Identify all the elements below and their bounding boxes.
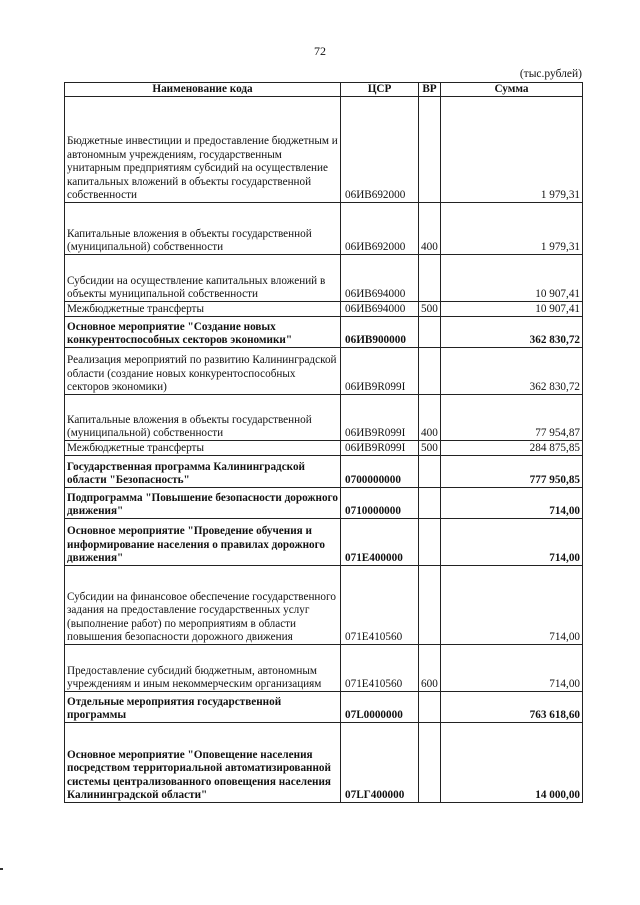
row-code: 0700000000 (341, 456, 419, 488)
row-sum: 714,00 (441, 645, 583, 692)
table-row (65, 302, 583, 317)
row-vr (419, 97, 441, 203)
row-code: 06ИВ694000 (341, 255, 419, 302)
row-code: 06ИВ694000 (341, 302, 419, 317)
row-vr (419, 488, 441, 519)
row-sum: 1 979,31 (441, 97, 583, 203)
row-name: Основное мероприятие "Проведение обучения и информирование населения о правилах дорожного движения" (65, 519, 341, 566)
page-number: 72 (314, 44, 326, 58)
row-code: 071Е410560 (341, 645, 419, 692)
row-vr (419, 456, 441, 488)
row-sum: 1 979,31 (441, 203, 583, 255)
row-name: Субсидии на финансовое обеспечение государственного задания на предоставление государственных услуг (выполнение работ) по мероприятиям в области повышения безопасности дорожного движения (65, 566, 341, 645)
table-row (65, 317, 583, 348)
row-code: 0710000000 (341, 488, 419, 519)
row-name: Предоставление субсидий бюджетным, автономным учреждениям и иным некоммерческим организациям (65, 645, 341, 692)
table-row (65, 519, 583, 566)
header-name: Наименование кода (65, 83, 341, 97)
table-row (65, 348, 583, 395)
row-code: 071Е400000 (341, 519, 419, 566)
header-code: ЦСР (341, 83, 419, 97)
row-name: Межбюджетные трансферты (65, 441, 341, 456)
header-sum: Сумма (441, 83, 583, 97)
row-vr: 400 (419, 395, 441, 441)
row-sum: 362 830,72 (441, 317, 583, 348)
row-sum: 77 954,87 (441, 395, 583, 441)
table-row (65, 645, 583, 692)
row-name: Межбюджетные трансферты (65, 302, 341, 317)
table-row (65, 203, 583, 255)
row-name: Субсидии на осуществление капитальных вложений в объекты муниципальной собственности (65, 255, 341, 302)
row-vr (419, 692, 441, 723)
row-name: Основное мероприятие "Создание новых конкурентоспособных секторов экономики" (65, 317, 341, 348)
table-row (65, 395, 583, 441)
row-vr (419, 348, 441, 395)
row-code: 07L0000000 (341, 692, 419, 723)
row-code: 06ИВ692000 (341, 97, 419, 203)
budget-table (64, 82, 583, 803)
row-code: 071Е410560 (341, 566, 419, 645)
table-row (65, 441, 583, 456)
row-name: Государственная программа Калининградской области "Безопасность" (65, 456, 341, 488)
row-name: Капитальные вложения в объекты государственной (муниципальной) собственности (65, 203, 341, 255)
row-code: 06ИВ9R099I (341, 441, 419, 456)
table-header-row (65, 83, 583, 97)
row-name: Подпрограмма "Повышение безопасности дорожного движения" (65, 488, 341, 519)
table-row (65, 692, 583, 723)
row-sum: 10 907,41 (441, 302, 583, 317)
table-row (65, 723, 583, 803)
row-vr (419, 723, 441, 803)
row-name: Отдельные мероприятия государственной программы (65, 692, 341, 723)
row-code: 06ИВ692000 (341, 203, 419, 255)
table-row (65, 488, 583, 519)
row-vr: 500 (419, 302, 441, 317)
row-sum: 714,00 (441, 488, 583, 519)
row-sum: 763 618,60 (441, 692, 583, 723)
row-name: Капитальные вложения в объекты государственной (муниципальной) собственности (65, 395, 341, 441)
margin-mark (0, 868, 3, 870)
row-vr: 400 (419, 203, 441, 255)
row-sum: 777 950,85 (441, 456, 583, 488)
header-vr: ВР (419, 83, 441, 97)
table-row (65, 566, 583, 645)
row-code: 07LГ400000 (341, 723, 419, 803)
table-row (65, 97, 583, 203)
row-vr: 500 (419, 441, 441, 456)
row-vr (419, 317, 441, 348)
row-sum: 714,00 (441, 519, 583, 566)
row-code: 06ИВ9R099I (341, 348, 419, 395)
table-row (65, 255, 583, 302)
table-row (65, 456, 583, 488)
row-sum: 10 907,41 (441, 255, 583, 302)
row-code: 06ИВ9R099I (341, 395, 419, 441)
row-name: Основное мероприятие "Оповещение населения посредством территориальной автоматизированной системы централизованного оповещения населения Калининградской области" (65, 723, 341, 803)
row-sum: 284 875,85 (441, 441, 583, 456)
row-vr: 600 (419, 645, 441, 692)
row-vr (419, 566, 441, 645)
row-sum: 714,00 (441, 566, 583, 645)
row-code: 06ИВ900000 (341, 317, 419, 348)
row-sum: 362 830,72 (441, 348, 583, 395)
row-vr (419, 255, 441, 302)
units-label: (тыс.рублей) (519, 68, 582, 80)
row-vr (419, 519, 441, 566)
row-name: Бюджетные инвестиции и предоставление бюджетным и автономным учреждениям, государственным унитарным предприятиям субсидий на осуществление капитальных вложений в объекты государственной собственности (65, 97, 341, 203)
row-sum: 14 000,00 (441, 723, 583, 803)
row-name: Реализация мероприятий по развитию Калининградской области (создание новых конкурентоспособных секторов экономики) (65, 348, 341, 395)
